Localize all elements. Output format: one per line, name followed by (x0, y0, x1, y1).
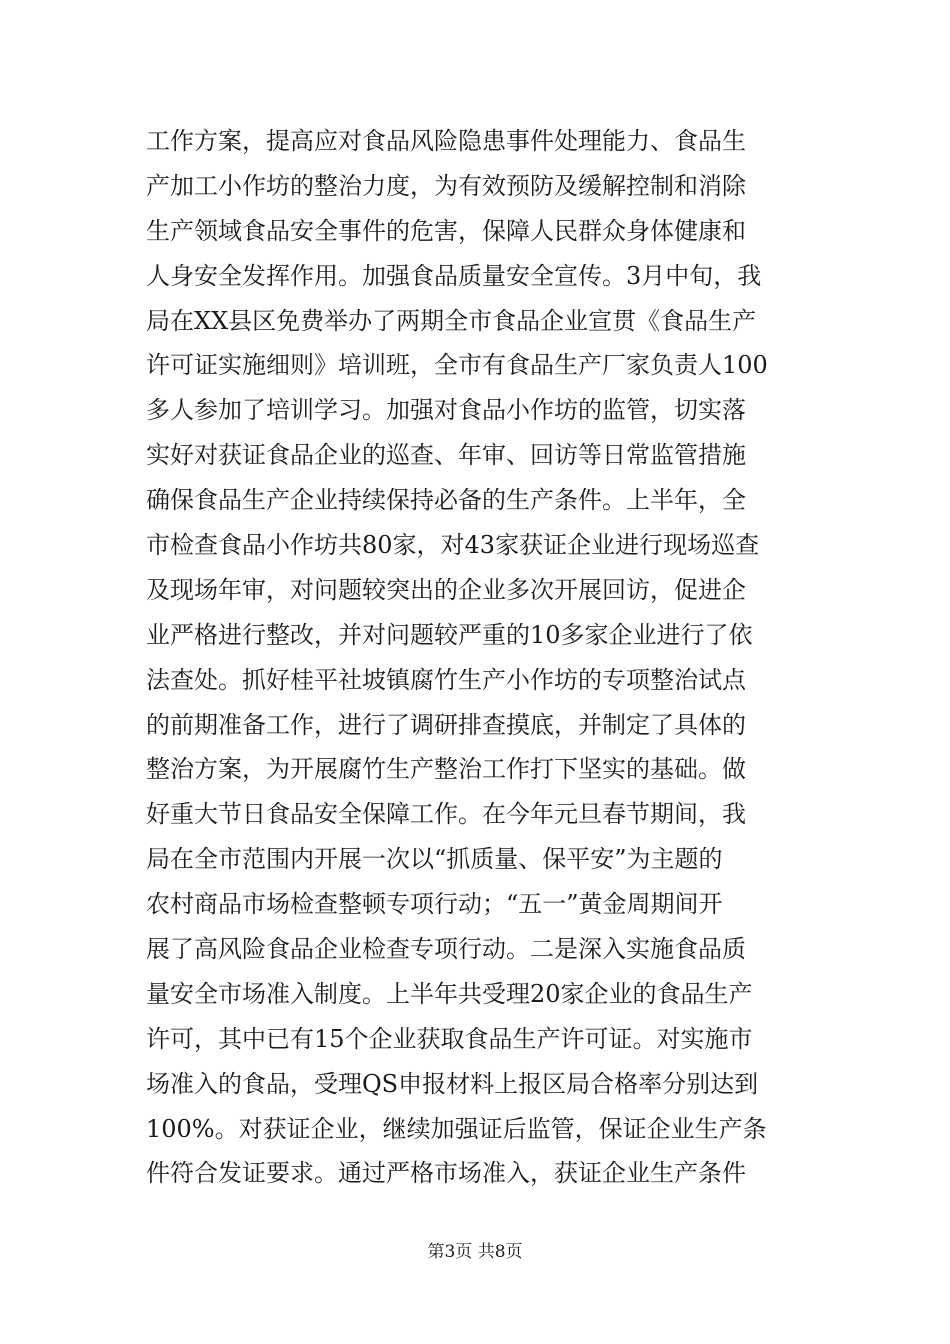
body-paragraph (146, 119, 806, 1196)
text-line: 人身安全发挥作用。加强食品质量安全宣传。3月中旬，我 (146, 261, 762, 290)
text-line: 的前期准备工作，进行了调研排查摸底，并制定了具体的 (146, 710, 746, 739)
text-line: 许可，其中已有15个企业获取食品生产许可证。对实施市 (146, 1024, 753, 1053)
text-line: 场准入的食品，受理QS申报材料上报区局合格率分别达到 (146, 1069, 759, 1098)
text-line: 产加工小作坊的整治力度，为有效预防及缓解控制和消除 (146, 171, 746, 200)
text-line: 好重大节日食品安全保障工作。在今年元旦春节期间，我 (146, 800, 746, 829)
text-line: 业严格进行整改，并对问题较严重的10多家企业进行了依 (146, 620, 753, 649)
page-footer: 第3页 共8页 (427, 1242, 523, 1262)
text-line: 展了高风险食品企业检查专项行动。二是深入实施食品质 (146, 935, 746, 964)
text-line: 局在XX县区免费举办了两期全市食品企业宣贯《食品生产 (146, 306, 757, 335)
text-line: 法查处。抓好桂平社坡镇腐竹生产小作坊的专项整治试点 (146, 665, 746, 694)
text-line: 工作方案，提高应对食品风险隐患事件处理能力、食品生 (146, 127, 746, 155)
text-line: 市检查食品小作坊共80家，对43家获证企业进行现场巡查 (146, 531, 760, 560)
text-line: 许可证实施细则》培训班，全市有食品生产厂家负责人100 (146, 351, 768, 380)
text-line: 整治方案，为开展腐竹生产整治工作打下坚实的基础。做 (146, 755, 746, 784)
text-line: 件符合发证要求。通过严格市场准入，获证企业生产条件 (146, 1159, 746, 1188)
text-line: 局在全市范围内开展一次以“抓质量、保平安”为主题的 (146, 845, 723, 874)
text-line: 农村商品市场检查整顿专项行动；“五一”黄金周期间开 (146, 890, 723, 919)
text-line: 确保食品生产企业持续保持必备的生产条件。上半年，全 (146, 486, 746, 515)
text-line: 及现场年审，对问题较突出的企业多次开展回访，促进企 (146, 575, 746, 604)
text-line: 量安全市场准入制度。上半年共受理20家企业的食品生产 (146, 979, 753, 1008)
text-line: 100%。对获证企业，继续加强证后监管，保证企业生产条 (146, 1114, 767, 1143)
text-line: 实好对获证食品企业的巡查、年审、回访等日常监管措施 (146, 441, 746, 470)
text-line: 多人参加了培训学习。加强对食品小作坊的监管，切实落 (146, 396, 746, 425)
text-line: 生产领域食品安全事件的危害，保障人民群众身体健康和 (146, 216, 746, 245)
